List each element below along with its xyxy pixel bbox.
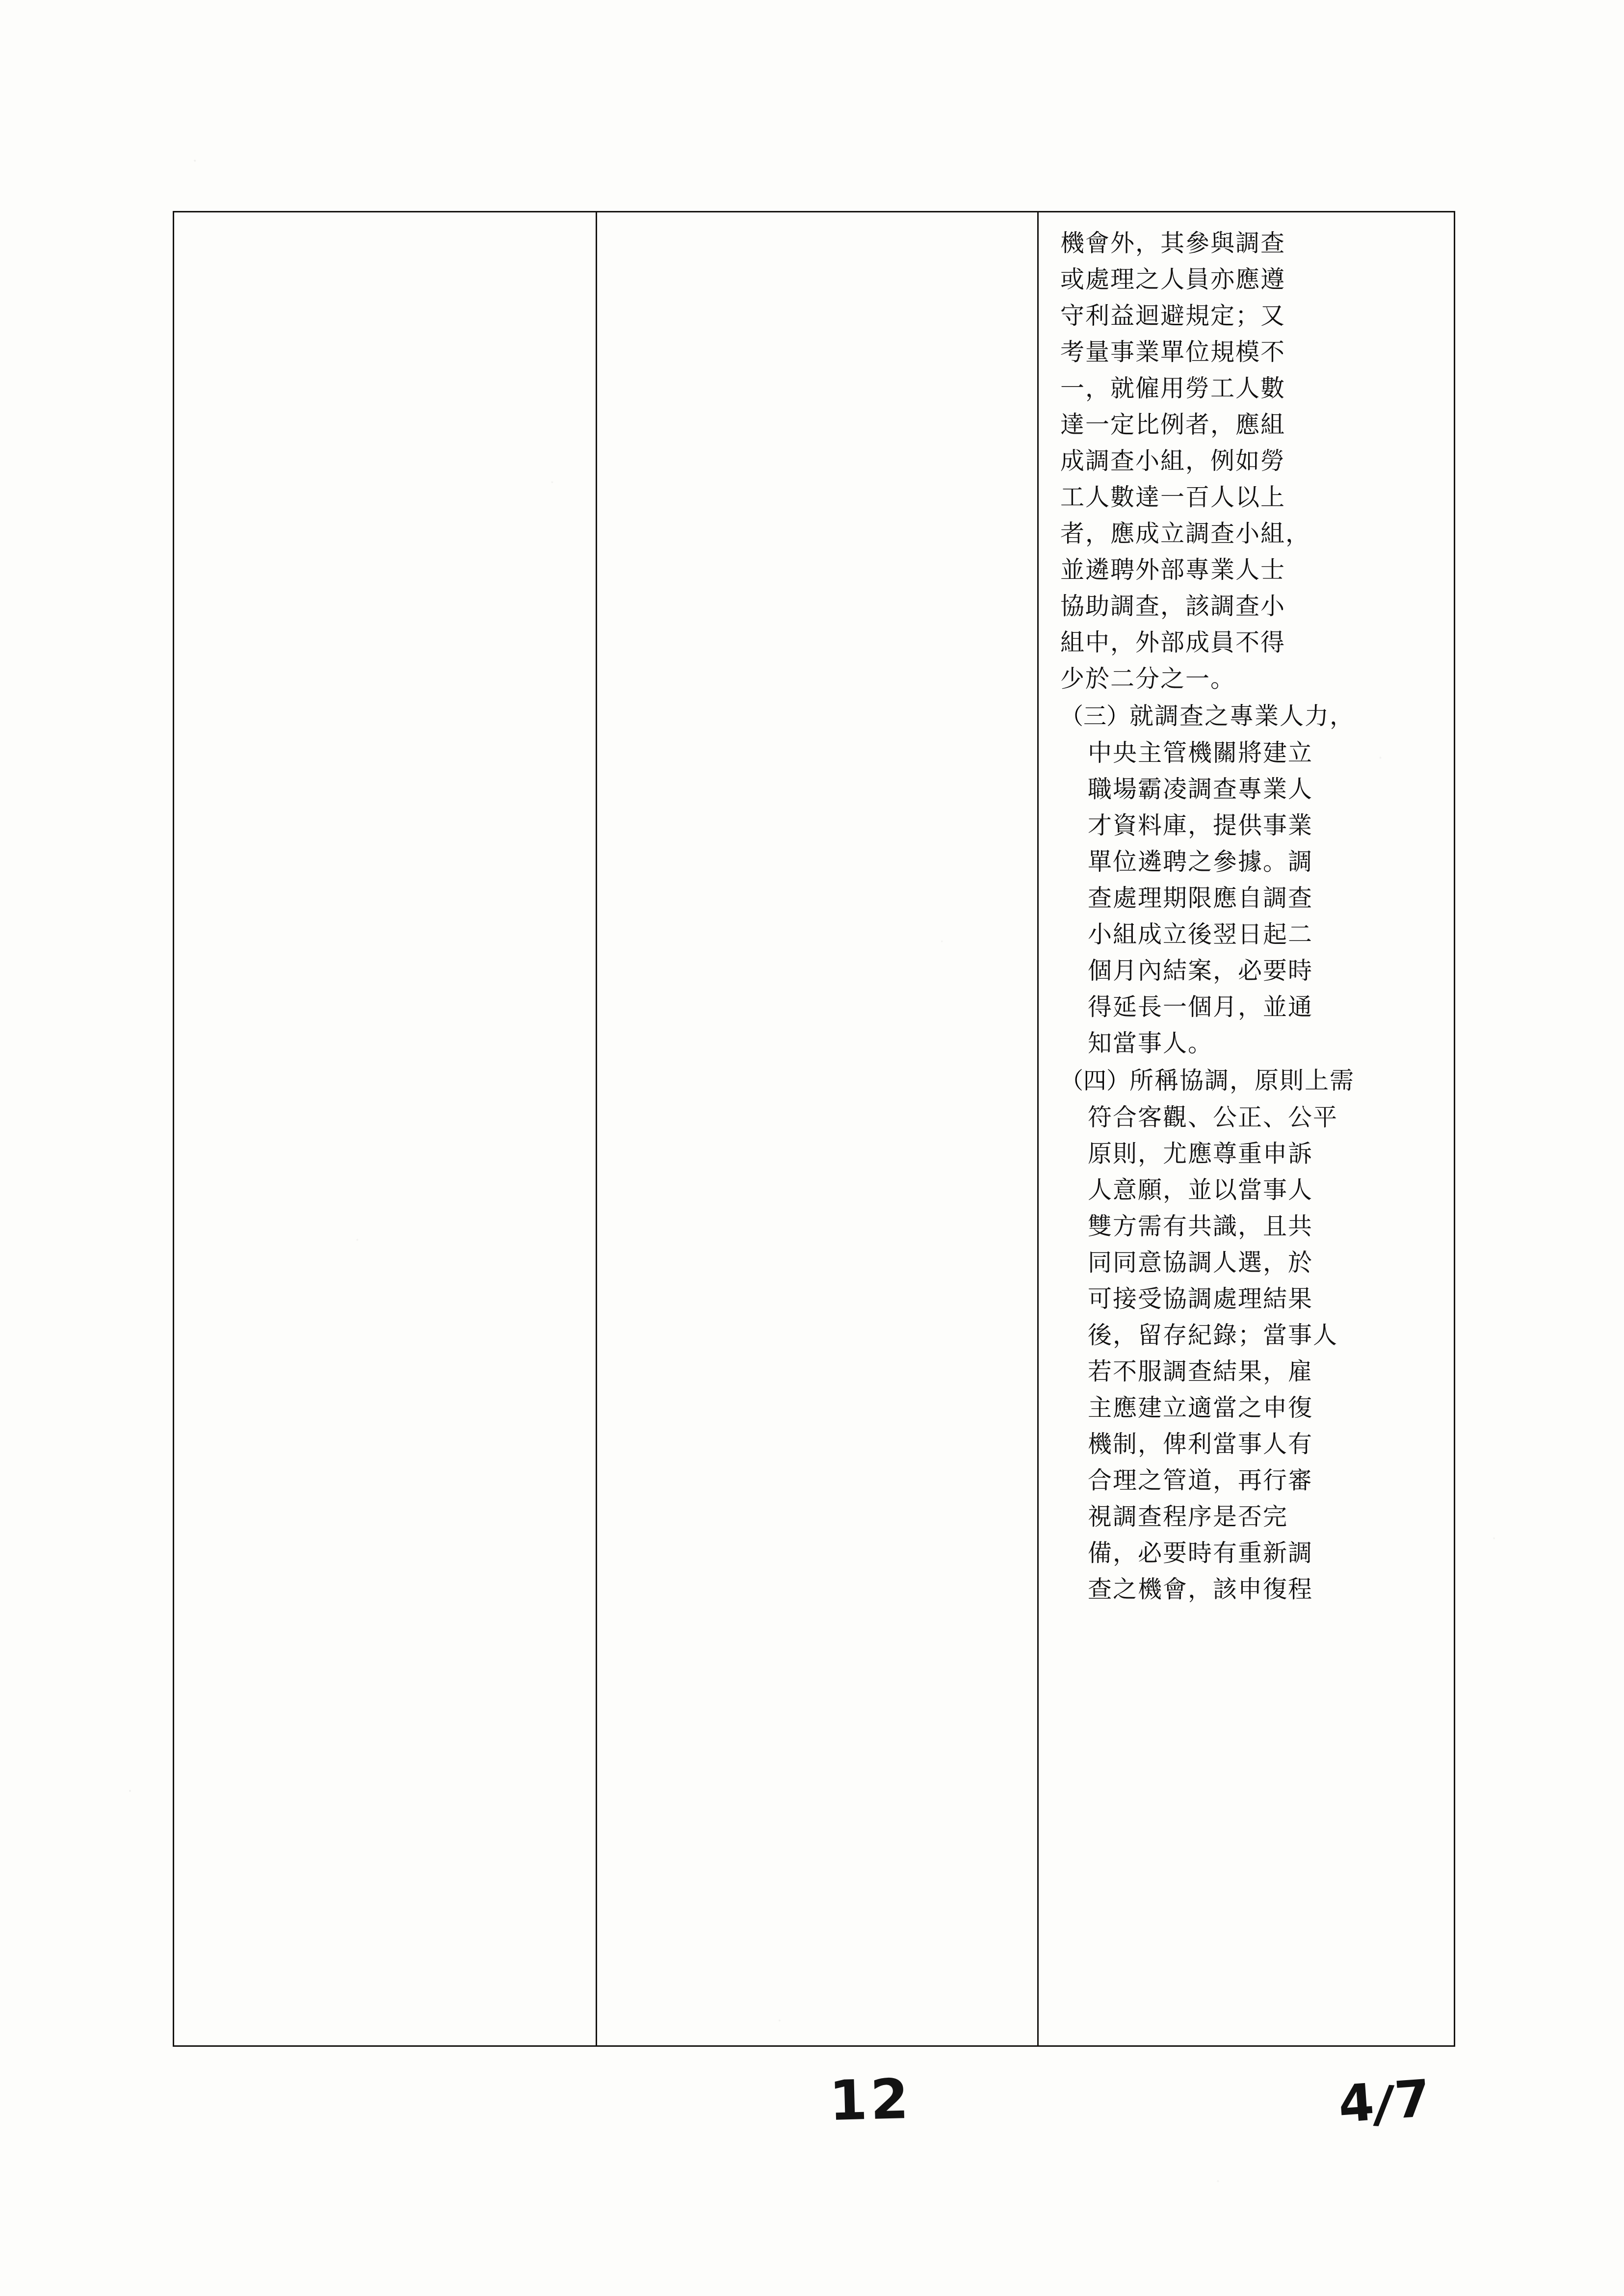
sheet-number — [1336, 2068, 1433, 2135]
text-line: 者，應成立調查小組， — [1060, 520, 1311, 548]
text-line: 人意願，並以當事人 — [1088, 1176, 1313, 1204]
table-cell-text-body — [1039, 212, 1454, 1608]
page-number: 12 — [828, 2067, 913, 2134]
table-column-left — [174, 212, 597, 2045]
table-column-right — [1039, 212, 1454, 2045]
continued-paragraph — [1060, 225, 1434, 697]
text-line: 視調查程序是否完 — [1088, 1503, 1288, 1531]
text-line: 達一定比例者，應組 — [1060, 411, 1286, 439]
text-line: 才資料庫，提供事業 — [1088, 811, 1313, 839]
text-line: 考量事業單位規模不 — [1060, 338, 1286, 366]
text-line: 職場霸凌調查專業人 — [1088, 775, 1313, 803]
text-line: 知當事人。 — [1088, 1029, 1213, 1057]
text-line: 或處理之人員亦應遵 — [1060, 265, 1286, 293]
text-line: 查處理期限應自調查 — [1088, 884, 1313, 912]
text-line: 同同意協調人選，於 — [1088, 1249, 1313, 1277]
text-line: 機制，俾利當事人有 — [1088, 1430, 1313, 1458]
text-line: 工人數達一百人以上 — [1060, 483, 1286, 511]
sheet-separator: / — [1372, 2073, 1397, 2135]
text-line: 主應建立適當之申復 — [1088, 1394, 1313, 1422]
text-line: 個月內結案，必要時 — [1088, 957, 1313, 985]
text-line: 一，就僱用勞工人數 — [1060, 374, 1286, 402]
text-line: 雙方需有共識，且共 — [1088, 1212, 1313, 1240]
text-line: 守利益迴避規定；又 — [1060, 302, 1286, 330]
text-line: 查之機會，該申復程 — [1088, 1575, 1313, 1603]
text-line: 後，留存紀錄；當事人 — [1088, 1321, 1338, 1349]
item-three-marker: （三） — [1060, 703, 1129, 730]
text-line: 成調查小組，例如勞 — [1060, 447, 1286, 475]
sheet-denominator: 7 — [1392, 2068, 1433, 2131]
text-line: 備，必要時有重新調 — [1088, 1539, 1313, 1567]
text-line: 得延長一個月，並通 — [1088, 993, 1313, 1021]
text-line: 組中，外部成員不得 — [1060, 628, 1286, 656]
sheet-numerator: 4 — [1336, 2072, 1377, 2135]
item-three — [1060, 698, 1434, 1062]
document-table — [173, 211, 1455, 2047]
item-four — [1060, 1063, 1434, 1608]
text-line: 單位遴聘之參據。調 — [1088, 848, 1313, 876]
text-line: 協助調查，該調查小 — [1060, 592, 1286, 620]
text-line: 原則，尤應尊重申訴 — [1088, 1140, 1313, 1168]
text-line: 就調查之專業人力， — [1129, 702, 1355, 730]
text-line: 若不服調查結果，雇 — [1088, 1357, 1313, 1385]
item-four-first-line — [1060, 1063, 1434, 1099]
item-four-marker: （四） — [1060, 1068, 1129, 1095]
text-line: 少於二分之一。 — [1060, 665, 1236, 693]
text-line: 可接受協調處理結果 — [1088, 1285, 1313, 1313]
text-line: 符合客觀、公正、公平 — [1088, 1103, 1338, 1131]
text-line: 所稱協調，原則上需 — [1129, 1067, 1355, 1095]
text-line: 小組成立後翌日起二 — [1088, 920, 1313, 948]
item-three-first-line — [1060, 698, 1434, 735]
text-line: 機會外，其參與調查 — [1060, 229, 1286, 257]
text-line: 並遴聘外部專業人士 — [1060, 556, 1286, 584]
text-line: 中央主管機關將建立 — [1088, 739, 1313, 767]
table-column-middle — [597, 212, 1039, 2045]
text-line: 合理之管道，再行審 — [1088, 1466, 1313, 1494]
